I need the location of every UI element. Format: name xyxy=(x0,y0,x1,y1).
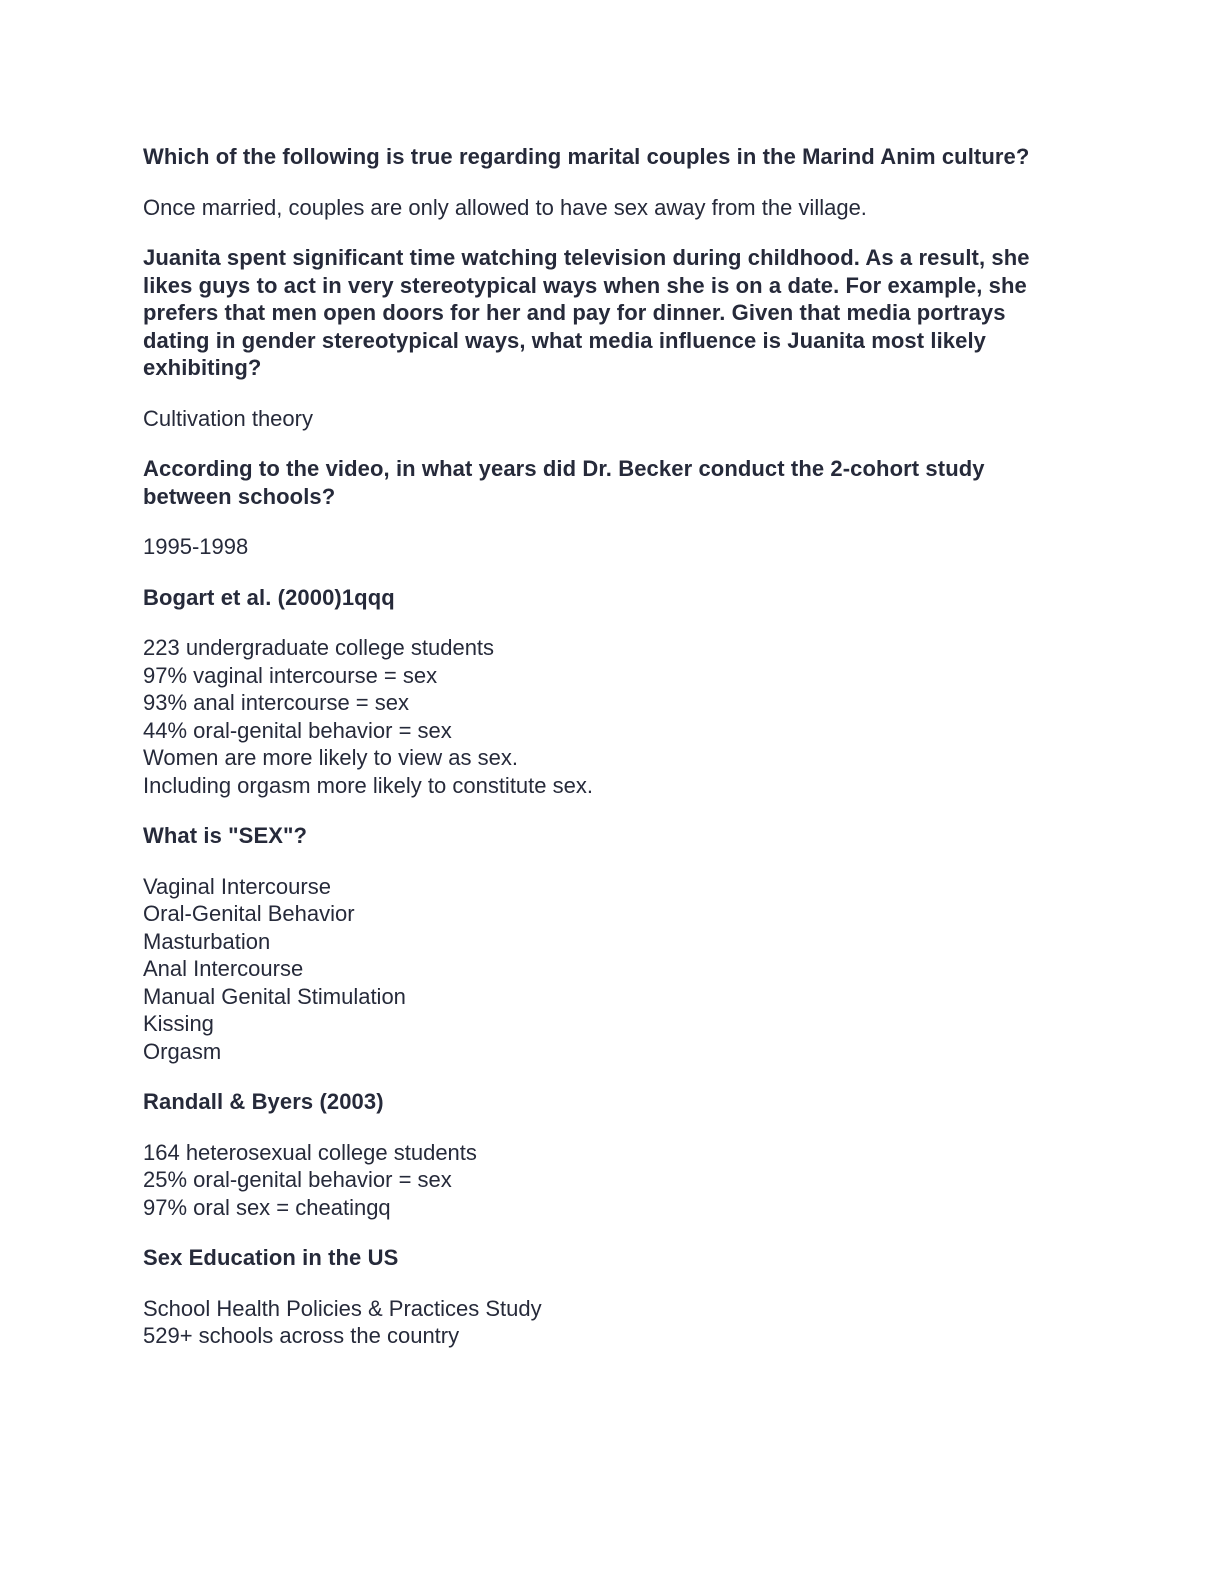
answer-4 xyxy=(143,634,1073,799)
answer-line: 97% oral sex = cheatingq xyxy=(143,1194,391,1220)
answer-6 xyxy=(143,1139,1073,1222)
answer-line: 44% oral-genital behavior = sex xyxy=(143,717,452,743)
answer-1 xyxy=(143,194,1073,222)
answer-3 xyxy=(143,533,1073,561)
answer-line: Masturbation xyxy=(143,928,271,954)
answer-line: 223 undergraduate college students xyxy=(143,635,495,660)
answer-5 xyxy=(143,873,1073,1066)
answer-line: Including orgasm more likely to constitute sex. xyxy=(143,772,593,798)
question-3: According to the video, in what years did Dr. Becker conduct the 2-cohort study between schools? xyxy=(143,456,985,509)
document-page xyxy=(143,143,1073,1350)
answer-line: Anal Intercourse xyxy=(143,956,304,981)
answer-line: Oral-Genital Behavior xyxy=(143,901,355,926)
answer-line: 93% anal intercourse = sex xyxy=(143,690,409,715)
answer-2 xyxy=(143,405,1073,433)
answer-line: Orgasm xyxy=(143,1038,222,1064)
question-4: Bogart et al. (2000)1qqq xyxy=(143,584,395,610)
answer-line: Women are more likely to view as sex. xyxy=(143,745,518,770)
answer-line: 97% vaginal intercourse = sex xyxy=(143,662,438,688)
answer-line: 529+ schools across the country xyxy=(143,1323,460,1348)
answer-line: Cultivation theory xyxy=(143,405,313,431)
question-2: Juanita spent significant time watching television during childhood. As a result, she likes guys to act in very stereotypical ways when she is on a date. For example, she prefers that men open doors for her and pay for dinner. Given that media portrays dating in gender stereotypical ways, what media influence is Juanita most likely exhibiting? xyxy=(143,245,1030,380)
question-1: Which of the following is true regarding marital couples in the Marind Anim culture? xyxy=(143,144,1030,169)
answer-7 xyxy=(143,1295,1073,1350)
answer-line: 1995-1998 xyxy=(143,534,249,559)
answer-line: School Health Policies & Practices Study xyxy=(143,1295,542,1321)
question-7: Sex Education in the US xyxy=(143,1245,399,1270)
answer-line: 164 heterosexual college students xyxy=(143,1139,477,1165)
answer-line: Kissing xyxy=(143,1011,214,1036)
answer-line: Manual Genital Stimulation xyxy=(143,983,406,1009)
answer-line: Once married, couples are only allowed to have sex away from the village. xyxy=(143,194,867,220)
question-5: What is "SEX"? xyxy=(143,823,308,848)
answer-line: 25% oral-genital behavior = sex xyxy=(143,1167,452,1192)
question-6: Randall & Byers (2003) xyxy=(143,1089,384,1114)
answer-line: Vaginal Intercourse xyxy=(143,873,331,899)
